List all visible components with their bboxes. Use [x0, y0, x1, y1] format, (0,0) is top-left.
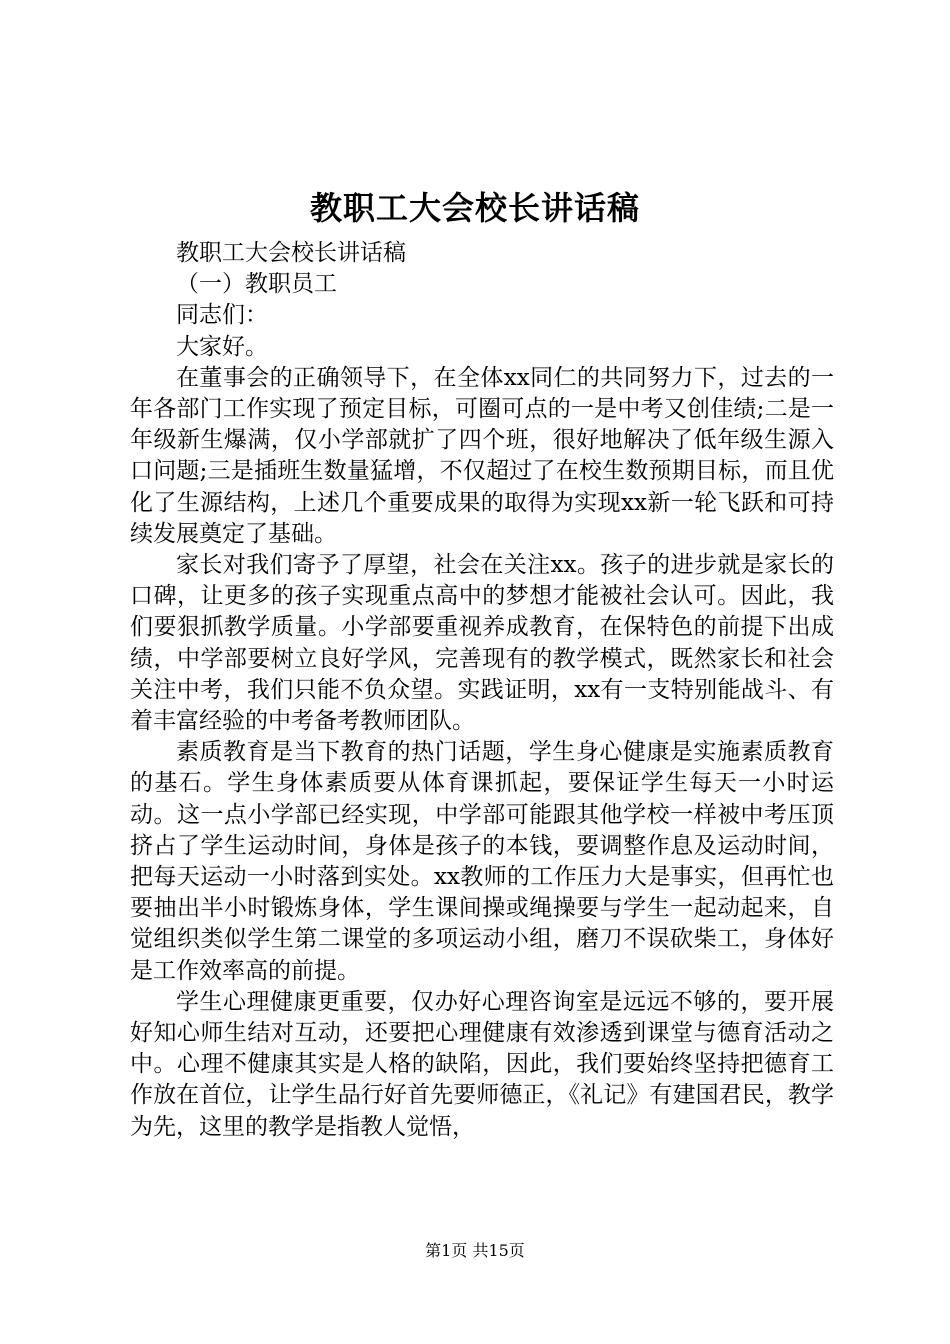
page-title: 教职工大会校长讲话稿 — [309, 189, 640, 227]
body-paragraph: 素质教育是当下教育的热门话题，学生身心健康是实施素质教育的基石。学生身体素质要从体育课抓起，要保证学生每天一小时运动。这一点小学部已经实现，中学部可能跟其他学校一样被中考压顶挤占了学生运动时间，身体是孩子的本钱，要调整作息及运动时间，把每天运动一小时落到实处。xx教师的工作压力大是事实，但再忙也要抽出半小时锻炼身体，学生课间操或绳操要与学生一起动起来，自觉组织类似学生第二课堂的多项运动小组，磨刀不误砍柴工，身体好是工作效率高的前提。 — [130, 739, 834, 984]
subtitle-paragraph: 教职工大会校长讲话稿 — [176, 240, 406, 266]
greeting: 大家好。 — [176, 333, 268, 360]
body-paragraph: 在董事会的正确领导下，在全体xx同仁的共同努力下，过去的一年各部门工作实现了预定目标，可圈可点的一是中考又创佳绩;二是一年级新生爆满，仅小学部就扩了四个班，很好地解决了低年级生源入口问题;三是插班生数量猛增，不仅超过了在校生数预期目标，而且优化了生源结构，上述几个重要成果的取得为实现xx新一轮飞跃和可持续发展奠定了基础。 — [130, 364, 834, 547]
document-body — [130, 238, 834, 1143]
section-heading: （一）教职员工 — [176, 271, 337, 298]
body-paragraph: 家长对我们寄予了厚望，社会在关注xx。孩子的进步就是家长的口碑，让更多的孩子实现重点高中的梦想才能被社会认可。因此，我们要狠抓教学质量。小学部要重视养成教育，在保特色的前提下出成绩，中学部要树立良好学风，完善现有的教学模式，既然家长和社会关注中考，我们只能不负众望。实践证明，xx有一支特别能战斗、有着丰富经验的中考备考教师团队。 — [130, 552, 834, 735]
salutation: 同志们： — [176, 302, 268, 329]
body-paragraph: 学生心理健康更重要，仅办好心理咨询室是远远不够的，要开展好知心师生结对互动，还要把心理健康有效渗透到课堂与德育活动之中。心理不健康其实是人格的缺陷，因此，我们要始终坚持把德育工作放在首位，让学生品行好首先要师德正，《礼记》有建国君民，教学为先，这里的教学是指教人觉悟， — [130, 988, 834, 1140]
page-footer: 第1页 共15页 — [425, 1241, 525, 1260]
